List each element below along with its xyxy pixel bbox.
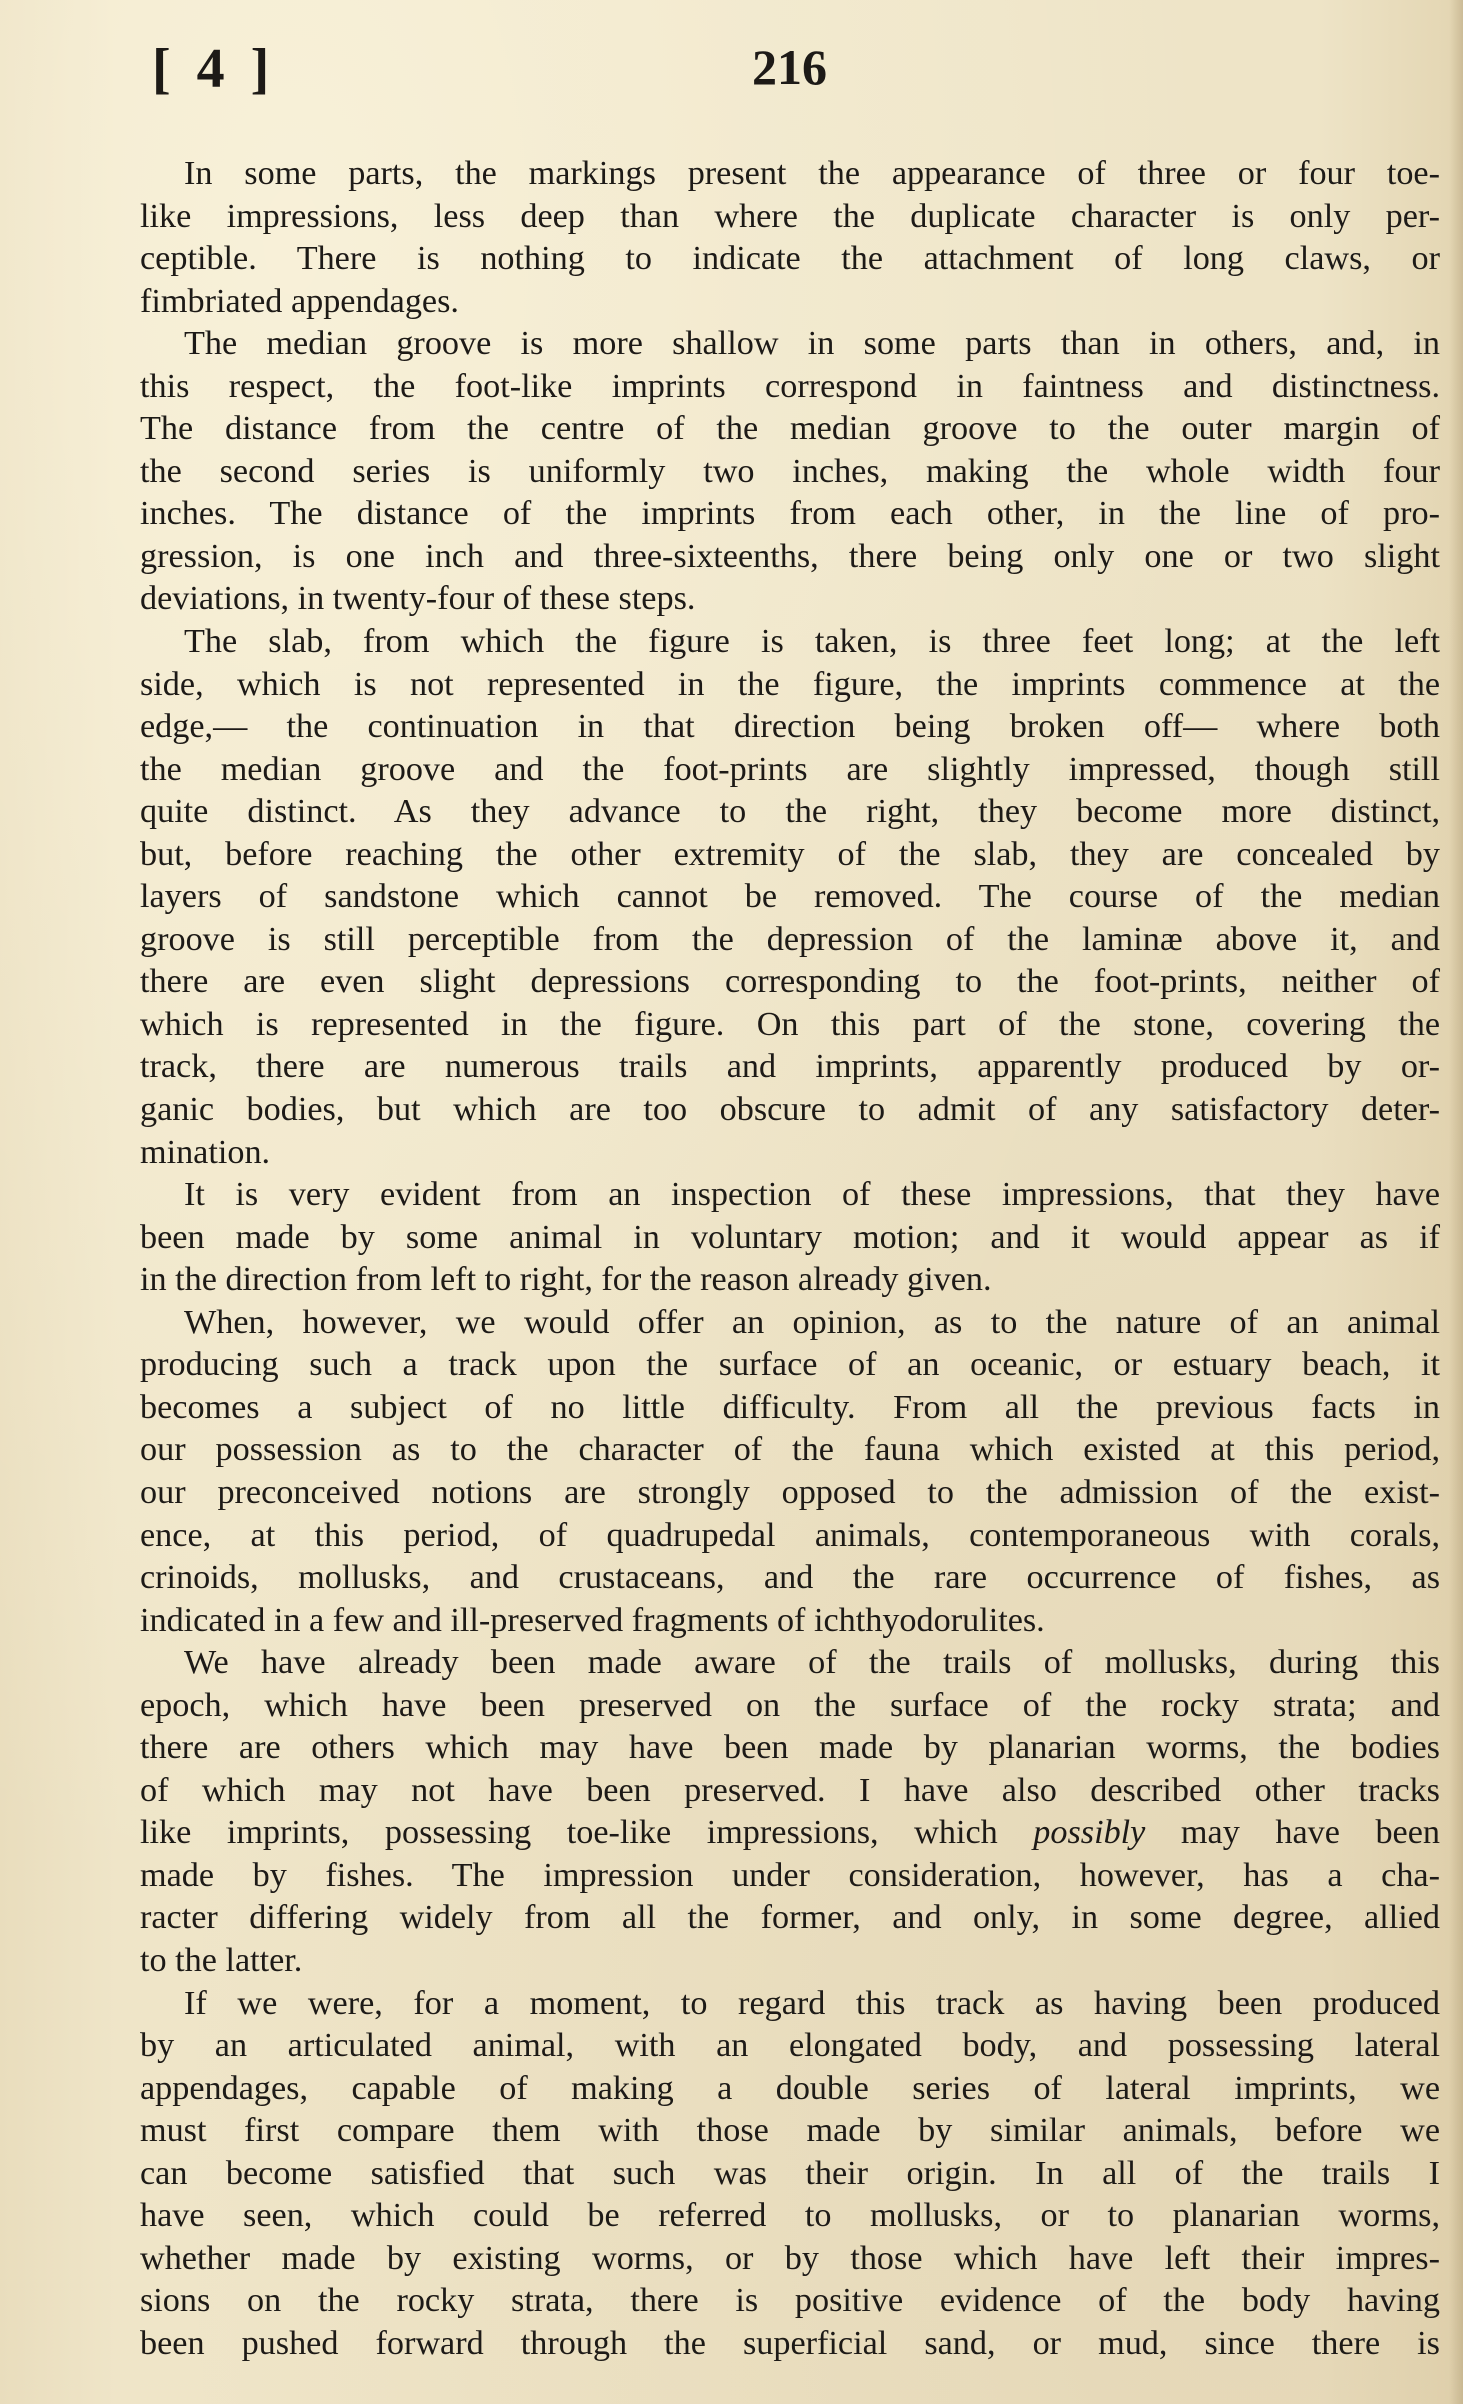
text-line: The median groove is more shallow in some parts than in others, and, in <box>184 325 1440 363</box>
page-header <box>0 34 1463 104</box>
text-line: indicated in a few and ill-preserved fragments of ichthyodorulites. <box>140 1601 1045 1639</box>
text-line: producing such a track upon the surface of an oceanic, or estuary beach, it <box>140 1346 1440 1384</box>
text-line: It is very evident from an inspection of these impressions, that they have <box>184 1176 1440 1214</box>
text-line: there are even slight depressions corresponding to the foot-prints, neither of <box>140 963 1440 1001</box>
text-line: like impressions, less deep than where the duplicate character is only per- <box>140 197 1440 235</box>
text-line: becomes a subject of no little difficulty. From all the previous facts in <box>140 1388 1440 1426</box>
text-line: to the latter. <box>140 1941 303 1979</box>
text-run: like imprints, possessing toe-like impressions, which <box>140 1814 1034 1852</box>
text-line: the second series is uniformly two inches, making the whole width four <box>140 452 1440 490</box>
text-line: whether made by existing worms, or by those which have left their impres- <box>140 2239 1440 2277</box>
text-line: In some parts, the markings present the appearance of three or four toe- <box>184 155 1440 192</box>
sheet-number: [ 4 ] <box>152 38 276 100</box>
text-line: edge,— the continuation in that direction being broken off— where both <box>140 708 1440 746</box>
text-line: our possession as to the character of the fauna which existed at this period, <box>140 1431 1440 1469</box>
text-line: deviations, in twenty-four of these steps. <box>140 580 696 618</box>
text-line: The distance from the centre of the median groove to the outer margin of <box>140 410 1440 448</box>
page-edge-shadow <box>1449 0 1463 2404</box>
text-line: must first compare them with those made by similar animals, before we <box>140 2112 1440 2150</box>
text-line: the median groove and the foot-prints are slightly impressed, though still <box>140 750 1440 788</box>
text-line: If we were, for a moment, to regard this track as having been produced <box>184 1984 1440 2022</box>
text-line: in the direction from left to right, for the reason already given. <box>140 1261 992 1299</box>
text-line: inches. The distance of the imprints from each other, in the line of pro- <box>140 495 1440 533</box>
text-line: ceptible. There is nothing to indicate the attachment of long claws, or <box>140 240 1440 278</box>
text-line: ence, at this period, of quadrupedal animals, contemporaneous with corals, <box>140 1516 1440 1554</box>
text-line: crinoids, mollusks, and crustaceans, and the rare occurrence of fishes, as <box>140 1559 1440 1597</box>
emphasis: possibly <box>1033 1814 1146 1852</box>
body-text <box>140 153 1440 2365</box>
text-line: gression, is one inch and three-sixteenths, there being only one or two slight <box>140 537 1440 575</box>
text-line: When, however, we would offer an opinion, as to the nature of an animal <box>184 1303 1440 1341</box>
text-line: fimbriated appendages. <box>140 282 459 320</box>
text-line: which is represented in the figure. On this part of the stone, covering the <box>140 1005 1440 1043</box>
text-line: been made by some animal in voluntary motion; and it would appear as if <box>140 1218 1440 1256</box>
text-line: there are others which may have been made by planarian worms, the bodies <box>140 1729 1440 1767</box>
text-line: We have already been made aware of the trails of mollusks, during this <box>184 1644 1440 1682</box>
text-line: made by fishes. The impression under consideration, however, has a cha- <box>140 1856 1440 1894</box>
text-line: quite distinct. As they advance to the right, they become more distinct, <box>140 793 1440 831</box>
text-line: groove is still perceptible from the depression of the laminæ above it, and <box>140 920 1440 958</box>
page-number: 216 <box>752 39 827 95</box>
text-line: track, there are numerous trails and imprints, apparently produced by or- <box>140 1048 1440 1086</box>
text-line: side, which is not represented in the figure, the imprints commence at the <box>140 665 1440 703</box>
text-line: The slab, from which the figure is taken, is three feet long; at the left <box>184 623 1440 661</box>
text-line: by an articulated animal, with an elongated body, and possessing lateral <box>140 2027 1440 2065</box>
text-line: can become satisfied that such was their origin. In all of the trails I <box>140 2154 1440 2192</box>
text-line: this respect, the foot-like imprints correspond in faintness and distinctness. <box>140 367 1440 405</box>
text-line: epoch, which have been preserved on the surface of the rocky strata; and <box>140 1686 1440 1724</box>
text-line: mination. <box>140 1133 271 1171</box>
text-line: our preconceived notions are strongly opposed to the admission of the exist- <box>140 1473 1440 1511</box>
text-run: may have been <box>1145 1814 1440 1852</box>
text-line: appendages, capable of making a double series of lateral imprints, we <box>140 2069 1440 2107</box>
text-line: sions on the rocky strata, there is positive evidence of the body having <box>140 2282 1440 2320</box>
text-line: ganic bodies, but which are too obscure to admit of any satisfactory deter- <box>140 1091 1440 1129</box>
text-line: been pushed forward through the superficial sand, or mud, since there is <box>140 2324 1440 2362</box>
text-line: layers of sandstone which cannot be removed. The course of the median <box>140 878 1440 916</box>
text-line: have seen, which could be referred to mollusks, or to planarian worms, <box>140 2197 1440 2235</box>
text-line <box>140 1812 1440 1855</box>
text-line: but, before reaching the other extremity of the slab, they are concealed by <box>140 835 1440 873</box>
text-line: of which may not have been preserved. I have also described other tracks <box>140 1771 1440 1809</box>
text-line: racter differing widely from all the former, and only, in some degree, allied <box>140 1899 1440 1937</box>
